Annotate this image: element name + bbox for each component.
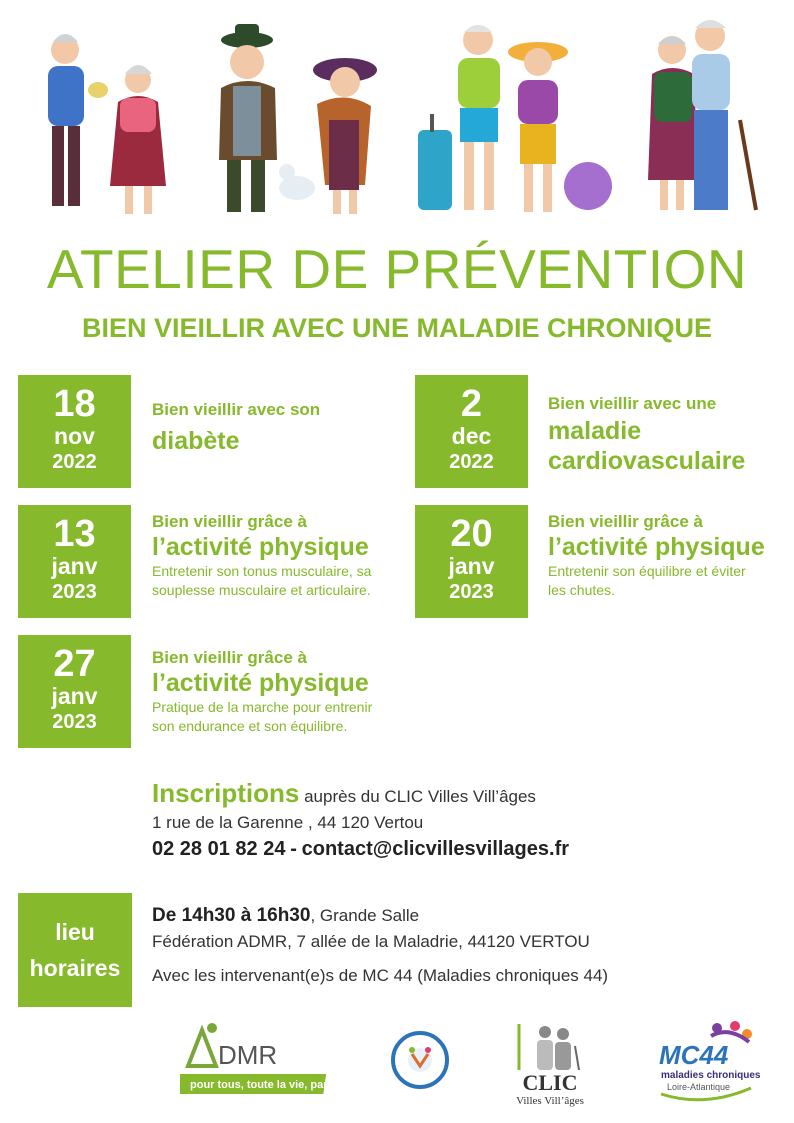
session-info: [152, 648, 397, 736]
mc44-region: Loire-Atlantique: [667, 1082, 731, 1092]
date-year: 2022: [52, 451, 97, 473]
registration-block: [152, 780, 569, 863]
seniors-illustration: [0, 0, 794, 225]
session-topic: maladie cardiovasculaire: [548, 417, 746, 475]
session-intro: Bien vieillir avec son: [152, 400, 321, 419]
mc44-subtitle: maladies chroniques: [661, 1070, 760, 1081]
session-intro: Bien vieillir grâce à: [152, 512, 307, 531]
venue-box: [18, 893, 132, 1007]
venue-time: De 14h30 à 16h30: [152, 905, 311, 926]
registration-address: 1 rue de la Garenne , 44 120 Vertou: [152, 813, 424, 832]
venue-box-line2: horaires: [29, 955, 121, 981]
badge-logo: [388, 1018, 454, 1108]
date-year: 2023: [449, 581, 494, 603]
registration-label: Inscriptions: [152, 778, 300, 808]
date-box: [415, 505, 528, 618]
venue-room: , Grande Salle: [310, 906, 420, 925]
clic-subtitle: Villes Vill’âges: [516, 1095, 584, 1107]
date-day: 2: [460, 383, 483, 425]
page-subtitle: BIEN VIEILLIR AVEC UNE MALADIE CHRONIQUE: [81, 313, 713, 343]
badge-icon: [388, 1018, 454, 1098]
date-box: [18, 635, 131, 748]
session-info: [548, 512, 765, 600]
couple-travel-illustration: [410, 10, 615, 220]
couple-cane-illustration: [640, 10, 770, 220]
date-day: 18: [53, 383, 96, 425]
admr-logo: [180, 1018, 340, 1108]
admr-mark-icon: [180, 1018, 340, 1098]
date-month: dec: [451, 423, 492, 449]
date-year: 2023: [52, 581, 97, 603]
admr-name: DMR: [218, 1040, 278, 1070]
mc44-mark-icon: [655, 1018, 760, 1108]
date-year: 2022: [449, 451, 494, 473]
session-intro: Bien vieillir avec une: [548, 394, 717, 413]
date-day: 13: [53, 513, 96, 555]
date-year: 2023: [52, 711, 97, 733]
session-topic: l’activité physique: [152, 533, 369, 561]
session-topic: l’activité physique: [548, 533, 765, 561]
mc44-logo: [655, 1018, 760, 1108]
date-box: [415, 375, 528, 488]
date-month: janv: [51, 683, 98, 709]
contact-separator: -: [290, 838, 297, 860]
session-topic: l’activité physique: [152, 669, 369, 697]
session-description: Entretenir son équilibre et éviter les chutes.: [548, 563, 746, 598]
admr-tagline: pour tous, toute la vie, partout: [190, 1079, 340, 1091]
venue-speakers: Avec les intervenant(e)s de MC 44 (Maladies chroniques 44): [152, 966, 609, 985]
date-box: [18, 505, 131, 618]
date-day: 20: [450, 513, 493, 555]
date-box: [18, 375, 131, 488]
venue-box-line1: lieu: [55, 919, 95, 945]
venue-address: Fédération ADMR, 7 allée de la Maladrie, 44120 VERTOU: [152, 932, 590, 951]
session-description: Pratique de la marche pour entrenir son endurance et son équilibre.: [152, 699, 373, 734]
date-month: janv: [448, 553, 495, 579]
contact-email[interactable]: contact@clicvillesvillages.fr: [301, 838, 570, 860]
session-info: [152, 400, 392, 456]
clic-logo: [505, 1018, 595, 1108]
couple-flowers-illustration: [20, 10, 180, 220]
couple-dog-illustration: [205, 10, 380, 220]
mc44-name: MC44: [659, 1040, 729, 1070]
session-info: [548, 394, 778, 476]
date-month: janv: [51, 553, 98, 579]
page-title: ATELIER DE PRÉVENTION: [46, 238, 748, 300]
clic-name: CLIC: [522, 1070, 578, 1095]
phone-number[interactable]: 02 28 01 82 24: [152, 838, 286, 860]
date-month: nov: [54, 423, 95, 449]
session-topic: diabète: [152, 427, 240, 455]
date-day: 27: [53, 643, 96, 685]
registration-with: auprès du CLIC Villes Vill’âges: [304, 787, 536, 806]
session-description: Entretenir son tonus musculaire, sa souplesse musculaire et articulaire.: [152, 563, 372, 598]
venue-details: [152, 903, 608, 989]
session-info: [152, 512, 397, 600]
clic-figures-icon: [505, 1018, 595, 1108]
session-intro: Bien vieillir grâce à: [548, 512, 703, 531]
session-intro: Bien vieillir grâce à: [152, 648, 307, 667]
